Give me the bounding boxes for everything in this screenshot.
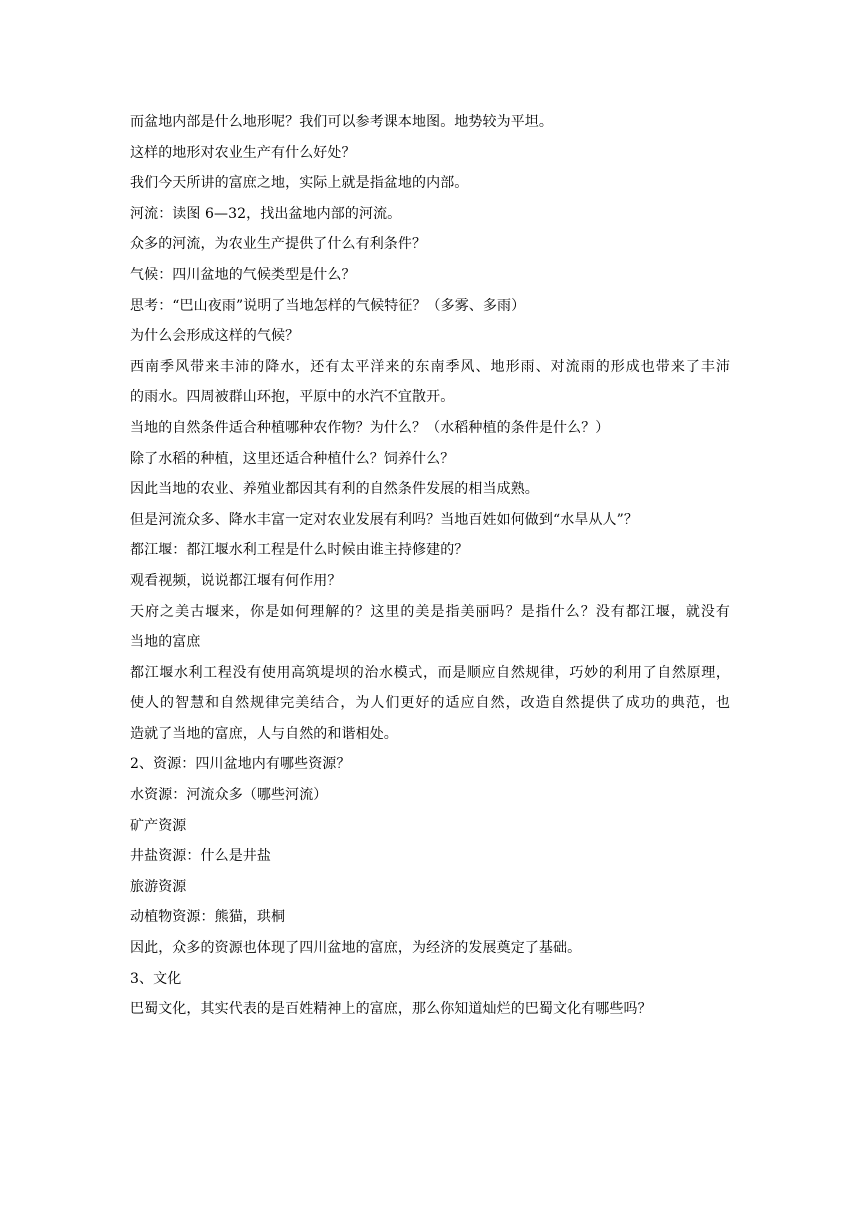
text-line: 因此当地的农业、养殖业都因其有利的自然条件发展的相当成熟。 [130,481,539,498]
text-line: 巴蜀文化，其实代表的是百姓精神上的富庶，那么你知道灿烂的巴蜀文化有哪些吗？ [130,1001,652,1018]
text-line: 这样的地形对农业生产有什么好处？ [130,144,356,161]
text-line: 因此，众多的资源也体现了四川盆地的富庶，为经济的发展奠定了基础。 [130,940,582,957]
text-line: 为什么会形成这样的气候？ [130,328,300,345]
text-line: 水资源：河流众多（哪些河流） [130,787,328,804]
text-line: 旅游资源 [130,878,187,895]
text-line: 2、资源：四川盆地内有哪些资源？ [130,756,351,773]
document-body [130,107,730,1025]
text-line: 3、文化 [130,970,182,987]
text-line: 矿产资源 [130,817,187,834]
text-line: 气候：四川盆地的气候类型是什么？ [130,266,356,283]
text-line: 造就了当地的富庶，人与自然的和谐相处。 [130,725,398,742]
text-line: 使人的智慧和自然规律完美结合，为人们更好的适应自然，改造自然提供了成功的典范，也 [130,695,730,712]
text-line: 的雨水。四周被群山环抱，平原中的水汽不宜散开。 [130,389,455,406]
text-line: 而盆地内部是什么地形呢？我们可以参考课本地图。地势较为平坦。 [130,114,553,130]
text-line: 动植物资源：熊猫，珙桐 [130,909,286,926]
text-line: 天府之美古堰来，你是如何理解的？这里的美是指美丽吗？是指什么？没有都江堰，就没有 [130,603,730,620]
text-line: 众多的河流，为农业生产提供了什么有利条件？ [130,236,427,253]
text-line: 当地的自然条件适合种植哪种农作物？为什么？（水稻种植的条件是什么？） [130,419,610,436]
text-line: 都江堰水利工程没有使用高筑堤坝的治水模式，而是顺应自然规律，巧妙的利用了自然原理， [130,664,730,681]
text-line: 除了水稻的种植，这里还适合种植什么？饲养什么？ [130,450,455,467]
text-line: 河流：读图 6—32，找出盆地内部的河流。 [130,205,402,222]
text-line: 思考：“巴山夜雨”说明了当地怎样的气候特征？（多雾、多雨） [130,297,526,314]
text-line: 西南季风带来丰沛的降水，还有太平洋来的东南季风、地形雨、对流雨的形成也带来了丰沛 [130,358,730,375]
text-line: 都江堰：都江堰水利工程是什么时候由谁主持修建的？ [130,542,469,559]
text-line: 但是河流众多、降水丰富一定对农业发展有利吗？当地百姓如何做到“水旱从人”？ [130,511,639,528]
text-line: 我们今天所讲的富庶之地，实际上就是指盆地的内部。 [130,175,469,192]
text-line: 观看视频，说说都江堰有何作用？ [130,572,342,589]
text-line: 井盐资源：什么是井盐 [130,848,271,865]
text-line: 当地的富庶 [130,634,201,651]
